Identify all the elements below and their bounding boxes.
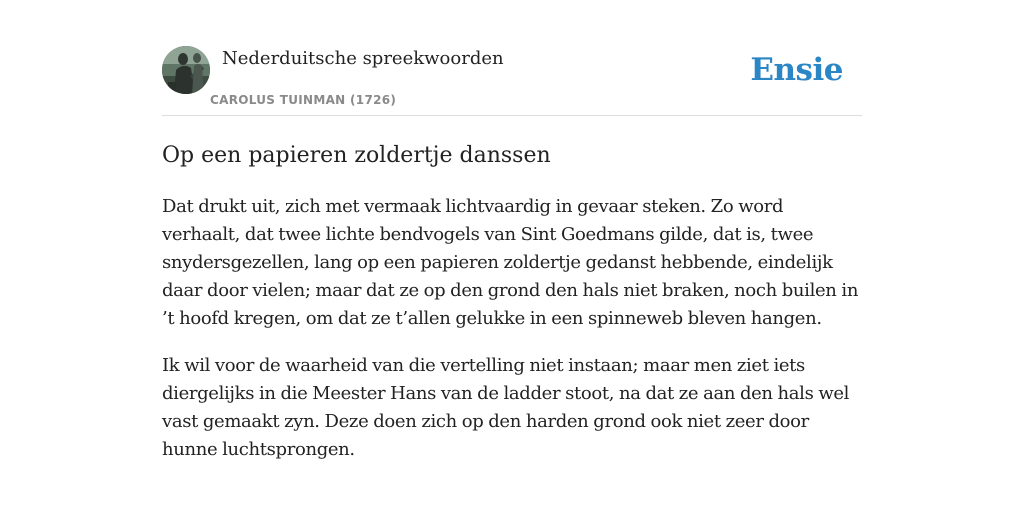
statue-portrait-icon bbox=[162, 46, 210, 94]
entry-paragraph: Dat drukt uit, zich met vermaak lichtvaardig in gevaar steken. Zo word verhaalt, dat twee lichte bendvogels van Sint Goedmans gilde, dat is, twee snydersgezellen, lang op een papieren zoldertje gedanst hebbende, eindelijk daar door vielen; maar dat ze op den grond den hals niet braken, noch builen in ’t hoofd kregen, om dat ze t’allen gelukke in een spinneweb bleven hangen. bbox=[162, 196, 859, 329]
book-title[interactable]: Nederduitsche spreekwoorden bbox=[222, 48, 504, 69]
entry-title: Op een papieren zoldertje danssen bbox=[162, 143, 551, 168]
ensie-logo[interactable]: Ensie bbox=[750, 52, 843, 88]
entry-card bbox=[162, 46, 862, 464]
author-name[interactable]: CAROLUS TUINMAN (1726) bbox=[210, 93, 397, 107]
author-avatar[interactable] bbox=[162, 46, 210, 94]
entry-header bbox=[162, 46, 862, 116]
entry-paragraph: Ik wil voor de waarheid van die vertelling niet instaan; maar men ziet iets diergelijks in die Meester Hans van de ladder stoot, na dat ze aan den hals wel vast gemaakt zyn. Deze doen zich op den harden grond ook niet zeer door hunne luchtsprongen. bbox=[162, 355, 850, 460]
